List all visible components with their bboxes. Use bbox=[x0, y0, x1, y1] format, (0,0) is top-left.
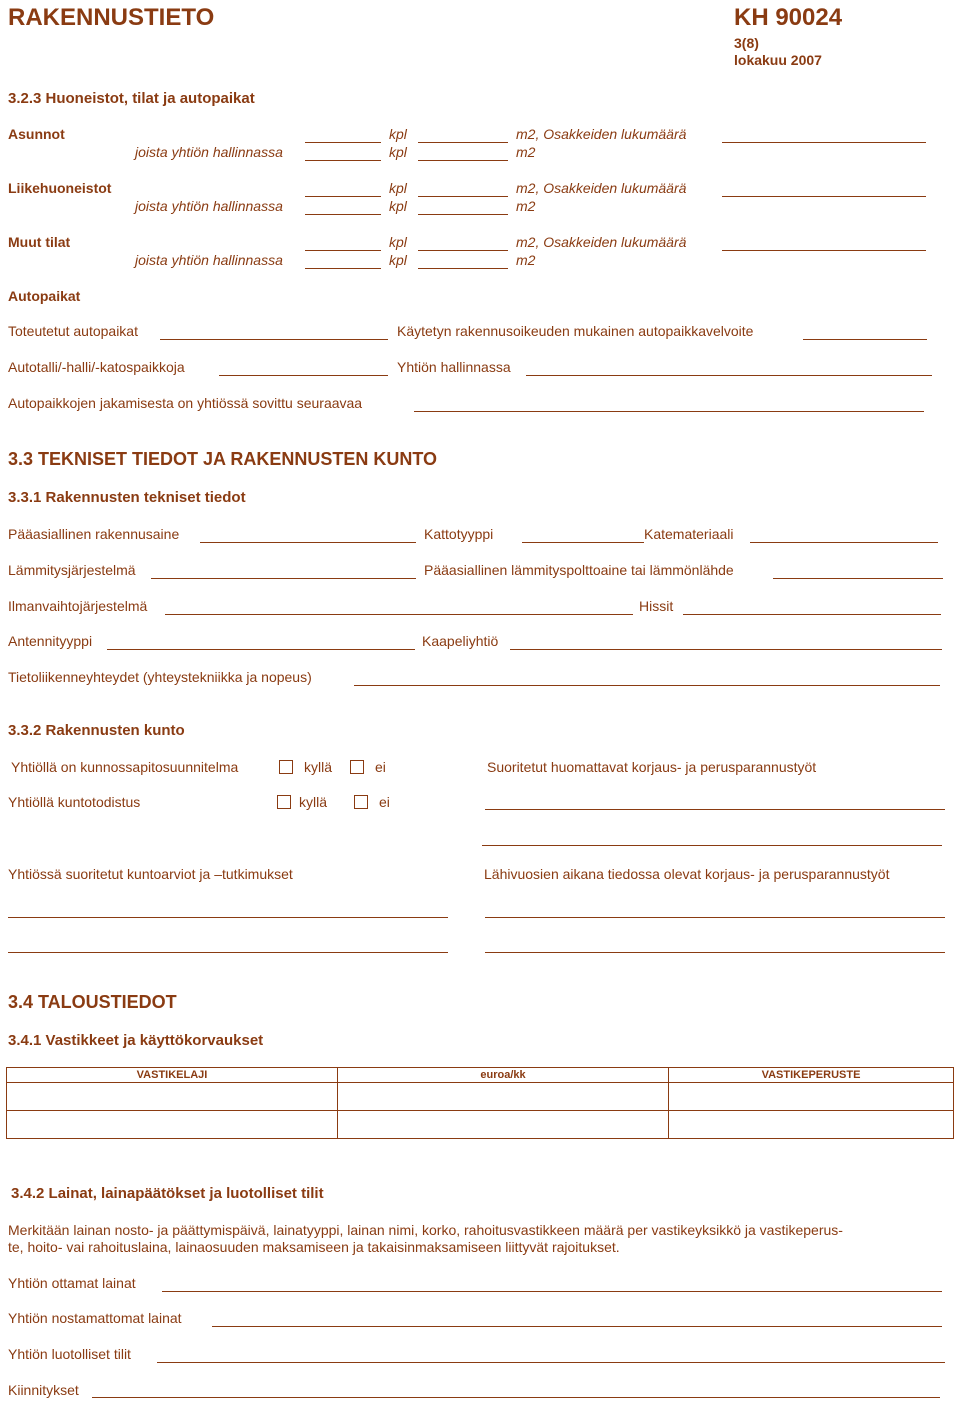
loans-description-line2: te, hoito- vai rahoituslaina, lainaosuuden maksamiseen ja takaisinmaksamiseen liittyvät rajoitukset. bbox=[8, 1239, 620, 1255]
kuntotodistus-label: Yhtiöllä kuntotodistus bbox=[8, 794, 141, 810]
asunnot-kpl-field[interactable] bbox=[305, 142, 381, 143]
toteutetut-field[interactable] bbox=[160, 339, 388, 340]
katemateriaali-field[interactable] bbox=[750, 542, 938, 543]
antennityyppi-field[interactable] bbox=[107, 649, 415, 650]
katemateriaali-label: Katemateriaali bbox=[644, 526, 734, 542]
kpl-label: kpl bbox=[389, 126, 407, 142]
muut-m2-field[interactable] bbox=[418, 250, 508, 251]
table-cell[interactable] bbox=[669, 1083, 954, 1111]
loans-description-line1: Merkitään lainan nosto- ja päättymispäivä, lainatyyppi, lainan nimi, korko, rahoitusvastikkeen määrä per vastikeyksikkö ja vastikeperus- bbox=[8, 1222, 843, 1238]
m2-label: m2 bbox=[516, 198, 536, 214]
table-cell[interactable] bbox=[338, 1111, 669, 1139]
liikehuoneistot-label: Liikehuoneistot bbox=[8, 180, 112, 196]
m2-count-label: m2, Osakkeiden lukumäärä bbox=[516, 126, 687, 142]
kunnossapito-label: Yhtiöllä on kunnossapitosuunnitelma bbox=[11, 759, 239, 775]
liike-joista-m2-field[interactable] bbox=[418, 214, 508, 215]
yhtion-hallinnassa-field[interactable] bbox=[526, 375, 932, 376]
section-title-342: 3.4.2 Lainat, lainapäätökset ja luotolliset tilit bbox=[11, 1185, 324, 1202]
kiinnitykset-label: Kiinnitykset bbox=[8, 1382, 79, 1398]
kylla-label: kyllä bbox=[299, 794, 328, 810]
kaapeliyhtio-label: Kaapeliyhtiö bbox=[422, 633, 499, 649]
kaapeliyhtio-field[interactable] bbox=[510, 649, 942, 650]
m2-label: m2 bbox=[516, 144, 536, 160]
autotalli-field[interactable] bbox=[219, 375, 388, 376]
document-date: lokakuu 2007 bbox=[734, 52, 822, 68]
ei-label: ei bbox=[379, 794, 390, 810]
lahivuosien-field-2[interactable] bbox=[485, 952, 945, 953]
joista-label: joista yhtiön hallinnassa bbox=[135, 198, 283, 214]
section-title-33: 3.3 TEKNISET TIEDOT JA RAKENNUSTEN KUNTO bbox=[8, 449, 438, 469]
asunnot-joista-kpl-field[interactable] bbox=[305, 160, 381, 161]
kylla-label: kyllä bbox=[304, 759, 333, 775]
table-row bbox=[7, 1111, 954, 1139]
antennityyppi-label: Antennityyppi bbox=[8, 633, 93, 649]
kpl-label: kpl bbox=[389, 234, 407, 250]
tietoliikenne-label: Tietoliikenneyhteydet (yhteystekniikka ja nopeus) bbox=[8, 669, 312, 685]
rakennusaine-field[interactable] bbox=[200, 542, 416, 543]
m2-count-label: m2, Osakkeiden lukumäärä bbox=[516, 180, 687, 196]
nostamattomat-label: Yhtiön nostamattomat lainat bbox=[8, 1310, 182, 1326]
suoritetut-field-1[interactable] bbox=[485, 809, 945, 810]
asunnot-count-field[interactable] bbox=[722, 142, 926, 143]
muut-tilat-label: Muut tilat bbox=[8, 234, 71, 250]
suoritetut-label: Suoritetut huomattavat korjaus- ja perusparannustyöt bbox=[487, 759, 817, 775]
section-title-323: 3.2.3 Huoneistot, tilat ja autopaikat bbox=[8, 90, 255, 107]
header-title: RAKENNUSTIETO bbox=[8, 4, 215, 31]
suoritetut-field-2[interactable] bbox=[482, 845, 942, 846]
kunnossapito-ei-checkbox[interactable] bbox=[350, 760, 364, 774]
lahivuosien-field-1[interactable] bbox=[485, 917, 945, 918]
document-id: KH 90024 bbox=[734, 4, 843, 31]
luotolliset-label: Yhtiön luotolliset tilit bbox=[8, 1346, 131, 1362]
muut-count-field[interactable] bbox=[722, 250, 926, 251]
lahivuosien-label: Lähivuosien aikana tiedossa olevat korjaus- ja perusparannustyöt bbox=[484, 866, 890, 882]
luotolliset-field[interactable] bbox=[157, 1362, 945, 1363]
section-title-331: 3.3.1 Rakennusten tekniset tiedot bbox=[8, 489, 246, 506]
rakennusaine-label: Pääasiallinen rakennusaine bbox=[8, 526, 180, 542]
kuntotodistus-ei-checkbox[interactable] bbox=[354, 795, 368, 809]
lammitysjarjestelma-label: Lämmitysjärjestelmä bbox=[8, 562, 136, 578]
kaytetyn-label: Käytetyn rakennusoikeuden mukainen autopaikkavelvoite bbox=[397, 323, 754, 339]
table-cell[interactable] bbox=[7, 1111, 338, 1139]
kaytetyn-field[interactable] bbox=[803, 339, 927, 340]
muut-kpl-field[interactable] bbox=[305, 250, 381, 251]
joista-label: joista yhtiön hallinnassa bbox=[135, 144, 283, 160]
muut-joista-m2-field[interactable] bbox=[418, 268, 508, 269]
section-title-332: 3.3.2 Rakennusten kunto bbox=[8, 722, 185, 739]
kuntoarviot-field-2[interactable] bbox=[8, 952, 448, 953]
vastike-table bbox=[6, 1067, 954, 1139]
liike-joista-kpl-field[interactable] bbox=[305, 214, 381, 215]
kattotyyppi-label: Kattotyyppi bbox=[424, 526, 494, 542]
m2-count-label: m2, Osakkeiden lukumäärä bbox=[516, 234, 687, 250]
asunnot-m2-field[interactable] bbox=[418, 142, 508, 143]
polttoaine-field[interactable] bbox=[773, 578, 943, 579]
hissit-label: Hissit bbox=[639, 598, 674, 614]
kattotyyppi-field[interactable] bbox=[522, 542, 644, 543]
asunnot-joista-m2-field[interactable] bbox=[418, 160, 508, 161]
table-header-vastikelaji: VASTIKELAJI bbox=[7, 1068, 338, 1083]
liike-kpl-field[interactable] bbox=[305, 196, 381, 197]
page-number: 3(8) bbox=[734, 35, 759, 51]
hissit-field[interactable] bbox=[683, 614, 941, 615]
kpl-label: kpl bbox=[389, 144, 407, 160]
jakaminen-field[interactable] bbox=[414, 411, 924, 412]
section-title-34: 3.4 TALOUSTIEDOT bbox=[8, 992, 177, 1012]
liike-m2-field[interactable] bbox=[418, 196, 508, 197]
table-cell[interactable] bbox=[7, 1083, 338, 1111]
ei-label: ei bbox=[375, 759, 386, 775]
ilmanvaihto-field[interactable] bbox=[165, 614, 633, 615]
lammitysjarjestelma-field[interactable] bbox=[151, 578, 416, 579]
kunnossapito-kylla-checkbox[interactable] bbox=[279, 760, 293, 774]
table-row bbox=[7, 1083, 954, 1111]
liike-count-field[interactable] bbox=[722, 196, 926, 197]
otetut-field[interactable] bbox=[162, 1291, 942, 1292]
yhtion-hallinnassa-label: Yhtiön hallinnassa bbox=[397, 359, 511, 375]
kuntotodistus-kylla-checkbox[interactable] bbox=[277, 795, 291, 809]
autotalli-label: Autotalli/-halli/-katospaikkoja bbox=[8, 359, 185, 375]
table-header-euroa: euroa/kk bbox=[338, 1068, 669, 1083]
asunnot-label: Asunnot bbox=[8, 126, 65, 142]
kuntoarviot-field-1[interactable] bbox=[8, 917, 448, 918]
section-title-341: 3.4.1 Vastikkeet ja käyttökorvaukset bbox=[8, 1032, 264, 1049]
table-header-vastikeperuste: VASTIKEPERUSTE bbox=[669, 1068, 954, 1083]
table-cell[interactable] bbox=[669, 1111, 954, 1139]
kpl-label: kpl bbox=[389, 180, 407, 196]
polttoaine-label: Pääasiallinen lämmityspolttoaine tai lämmönlähde bbox=[424, 562, 734, 578]
toteutetut-label: Toteutetut autopaikat bbox=[8, 323, 138, 339]
muut-joista-kpl-field[interactable] bbox=[305, 268, 381, 269]
kpl-label: kpl bbox=[389, 252, 407, 268]
nostamattomat-field[interactable] bbox=[212, 1326, 942, 1327]
joista-label: joista yhtiön hallinnassa bbox=[135, 252, 283, 268]
table-cell[interactable] bbox=[338, 1083, 669, 1111]
tietoliikenne-field[interactable] bbox=[354, 685, 940, 686]
autopaikat-heading: Autopaikat bbox=[8, 288, 81, 304]
m2-label: m2 bbox=[516, 252, 536, 268]
otetut-label: Yhtiön ottamat lainat bbox=[8, 1275, 136, 1291]
kpl-label: kpl bbox=[389, 198, 407, 214]
ilmanvaihto-label: Ilmanvaihtojärjestelmä bbox=[8, 598, 148, 614]
kuntoarviot-label: Yhtiössä suoritetut kuntoarviot ja –tutkimukset bbox=[8, 866, 293, 882]
jakaminen-label: Autopaikkojen jakamisesta on yhtiössä sovittu seuraavaa bbox=[8, 395, 363, 411]
kiinnitykset-field[interactable] bbox=[92, 1397, 940, 1398]
